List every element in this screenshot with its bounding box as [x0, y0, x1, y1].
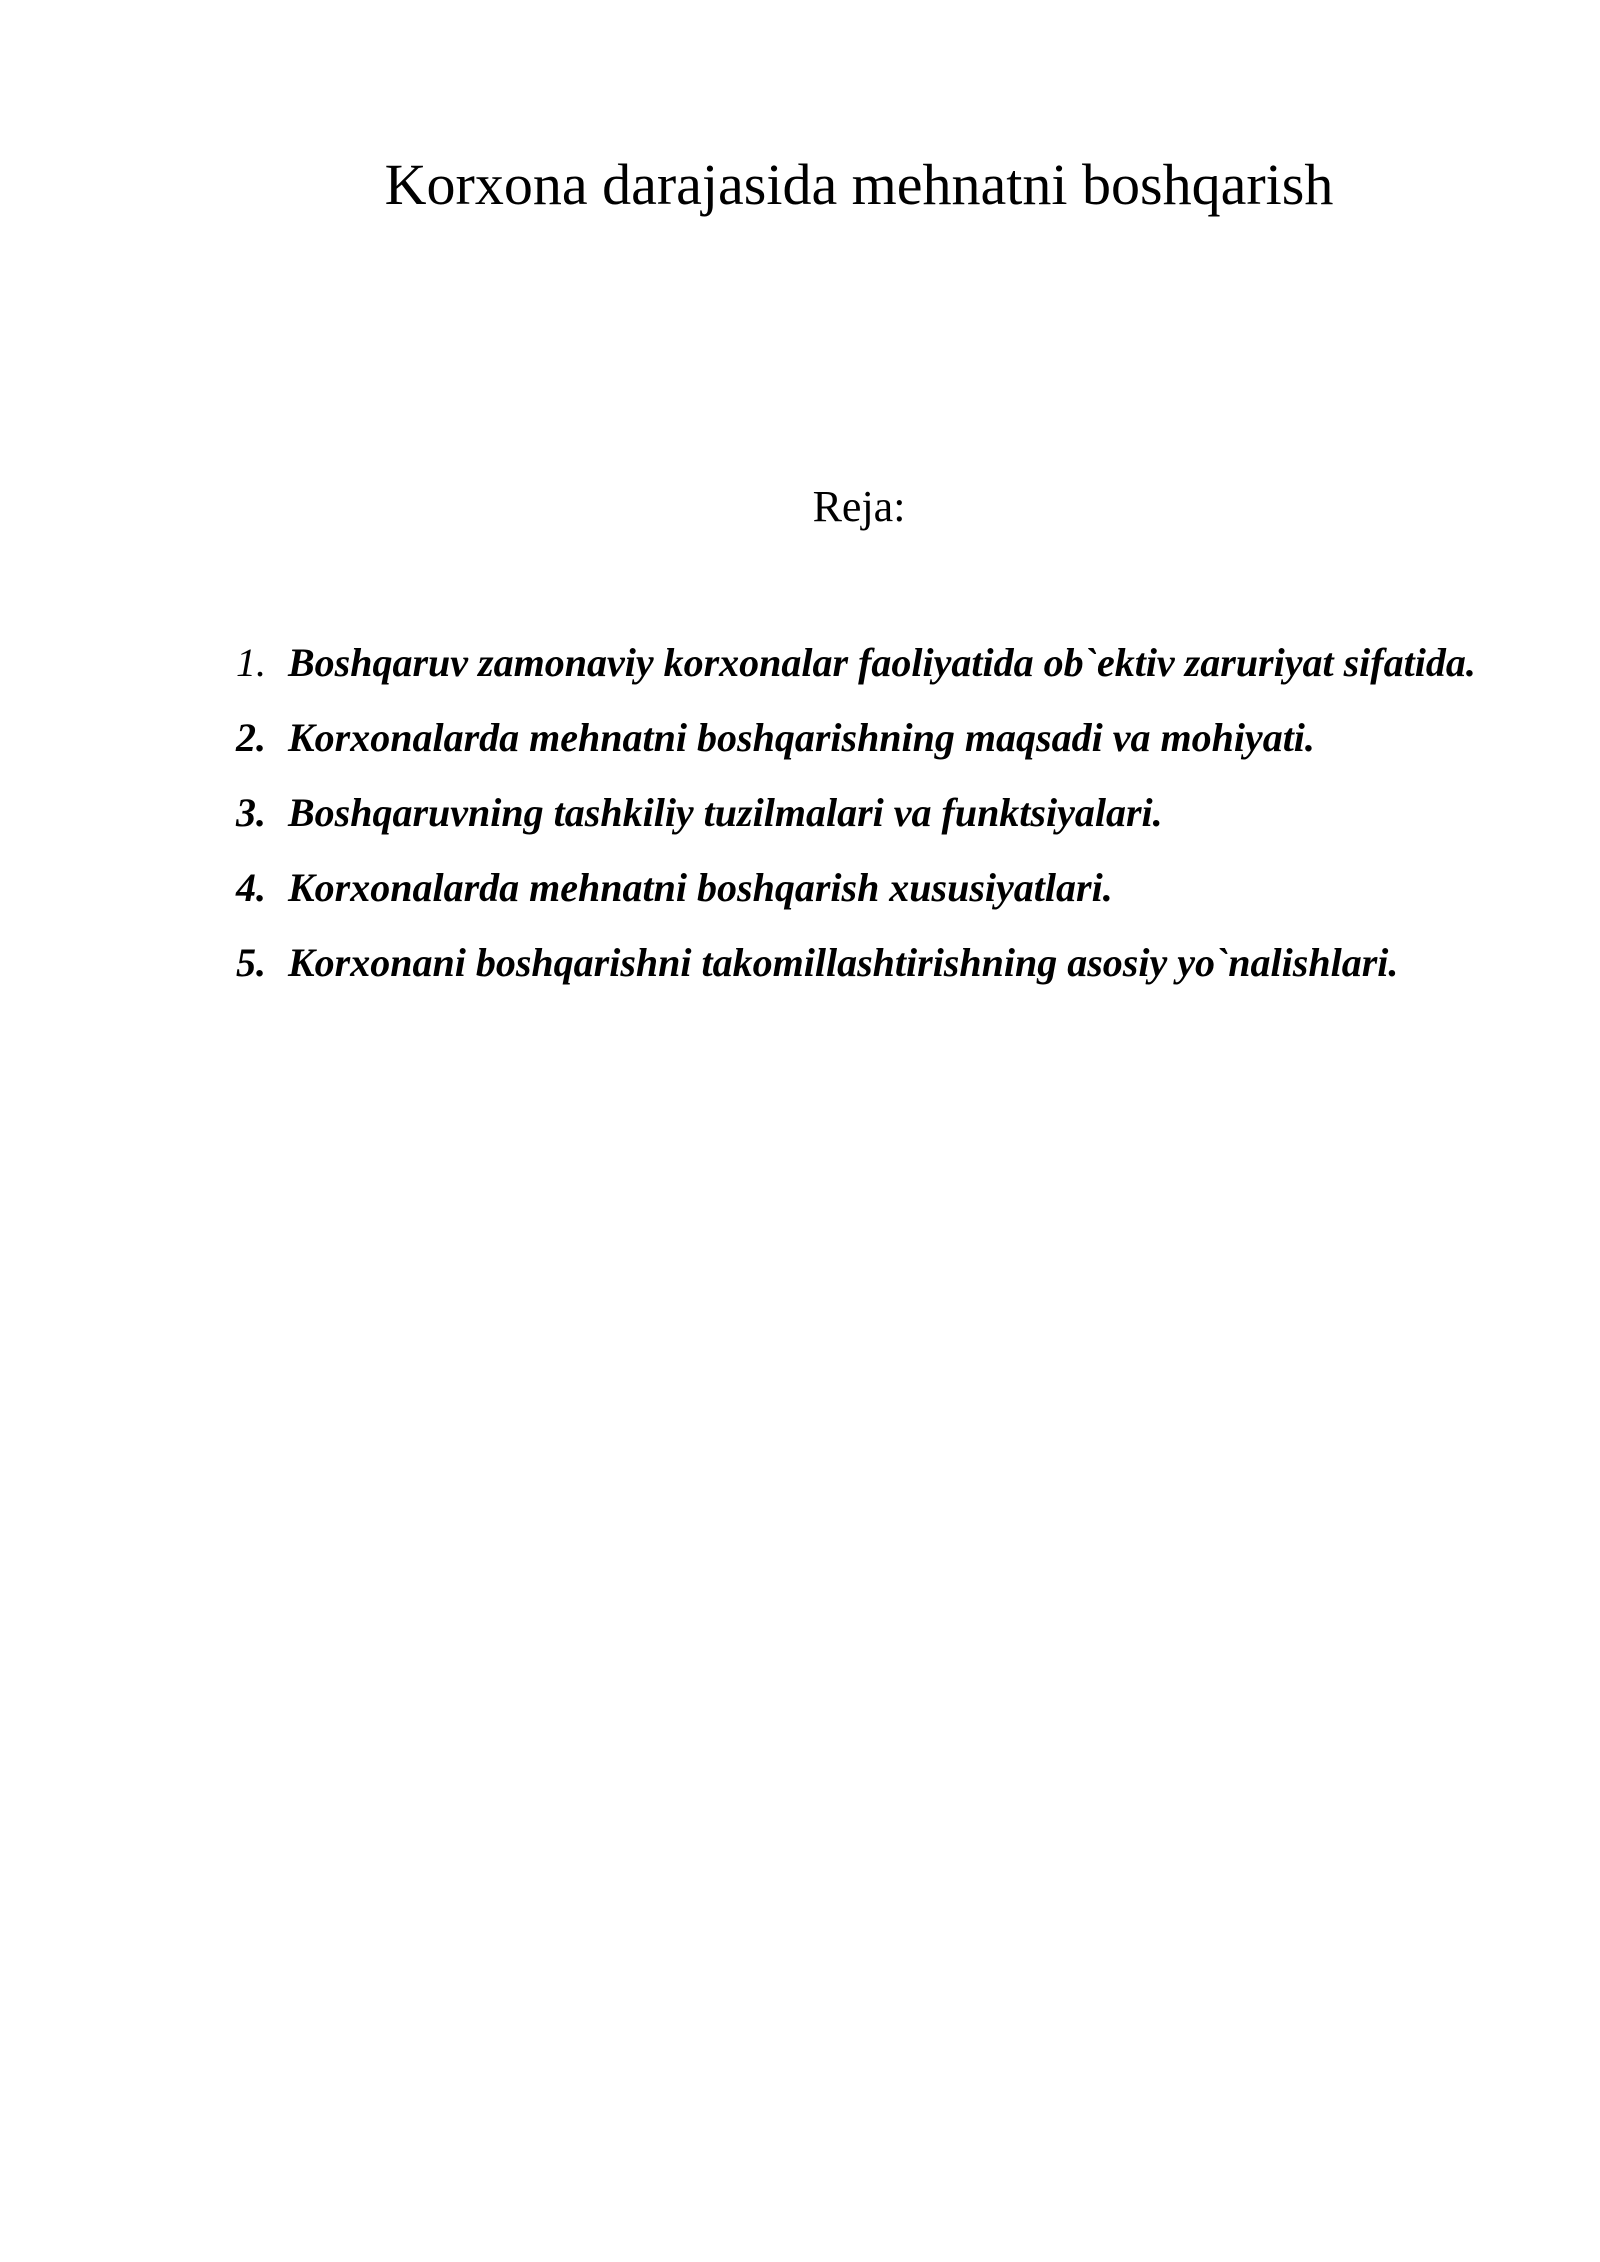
plan-list — [236, 625, 1536, 1000]
plan-item-1 — [236, 625, 1536, 700]
plan-item-2 — [236, 700, 1536, 775]
plan-heading: Reja: — [812, 482, 906, 531]
plan-item-text: Boshqaruv zamonaviy korxonalar faoliyatida ob`ektiv zaruriyat sifatida. — [288, 640, 1476, 685]
plan-item-number: 4. — [236, 865, 266, 910]
plan-item-5 — [236, 925, 1536, 1000]
plan-item-number: 5. — [236, 940, 266, 985]
plan-item-text: Korxonalarda mehnatni boshqarish xususiyatlari. — [288, 865, 1113, 910]
plan-item-text: Korxonalarda mehnatni boshqarishning maqsadi va mohiyati. — [288, 715, 1315, 760]
document-title: Korxona darajasida mehnatni boshqarish — [384, 152, 1334, 217]
plan-item-number: 2. — [236, 715, 266, 760]
plan-item-number: 3. — [236, 790, 266, 835]
plan-item-number: 1. — [236, 640, 266, 685]
plan-item-text: Korxonani boshqarishni takomillashtirishning asosiy yo`nalishlari. — [288, 940, 1399, 985]
plan-item-text: Boshqaruvning tashkiliy tuzilmalari va funktsiyalari. — [288, 790, 1163, 835]
plan-item-3 — [236, 775, 1536, 850]
plan-item-4 — [236, 850, 1536, 925]
